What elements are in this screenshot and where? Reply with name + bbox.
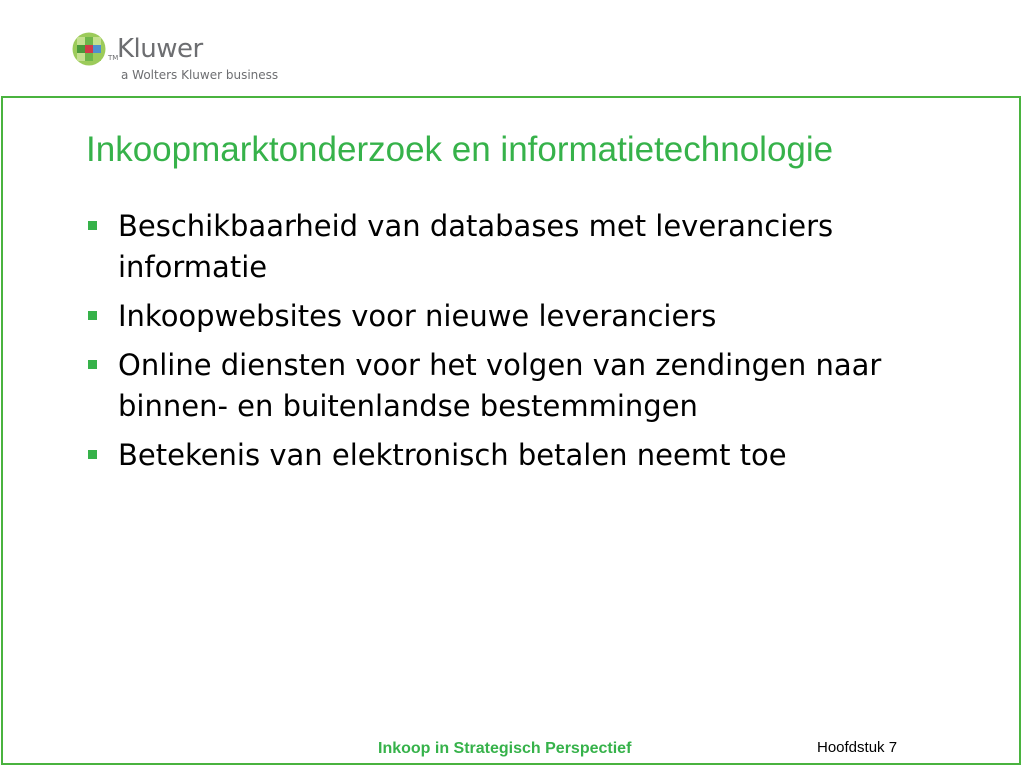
bullet-text: Online diensten voor het volgen van zendingen naar binnen- en buitenlandse bestemmingen <box>118 348 882 423</box>
slide-header <box>0 0 1024 96</box>
bullet-square-icon <box>88 311 97 320</box>
slide-title: Inkoopmarktonderzoek en informatietechnologie <box>86 130 834 169</box>
footer-chapter: Hoofdstuk 7 <box>817 739 898 756</box>
logo-trademark: TM <box>108 54 119 62</box>
bullet-text: Beschikbaarheid van databases met leveranciers informatie <box>118 209 834 284</box>
footer-book-title: Inkoop in Strategisch Perspectief <box>378 740 632 757</box>
kluwer-logo-icon <box>72 32 106 66</box>
logo-tagline: a Wolters Kluwer business <box>121 68 279 82</box>
bullet-text: Betekenis van elektronisch betalen neemt toe <box>118 438 787 472</box>
bullet-item <box>86 345 946 427</box>
bullet-square-icon <box>88 221 97 230</box>
bullet-item <box>86 206 946 288</box>
bullet-list <box>86 206 946 484</box>
logo-wordmark: Kluwer <box>117 34 203 64</box>
bullet-item <box>86 296 946 337</box>
bullet-square-icon <box>88 360 97 369</box>
kluwer-logo <box>70 30 310 88</box>
bullet-item <box>86 435 946 476</box>
bullet-square-icon <box>88 450 97 459</box>
bullet-text: Inkoopwebsites voor nieuwe leveranciers <box>118 299 717 333</box>
